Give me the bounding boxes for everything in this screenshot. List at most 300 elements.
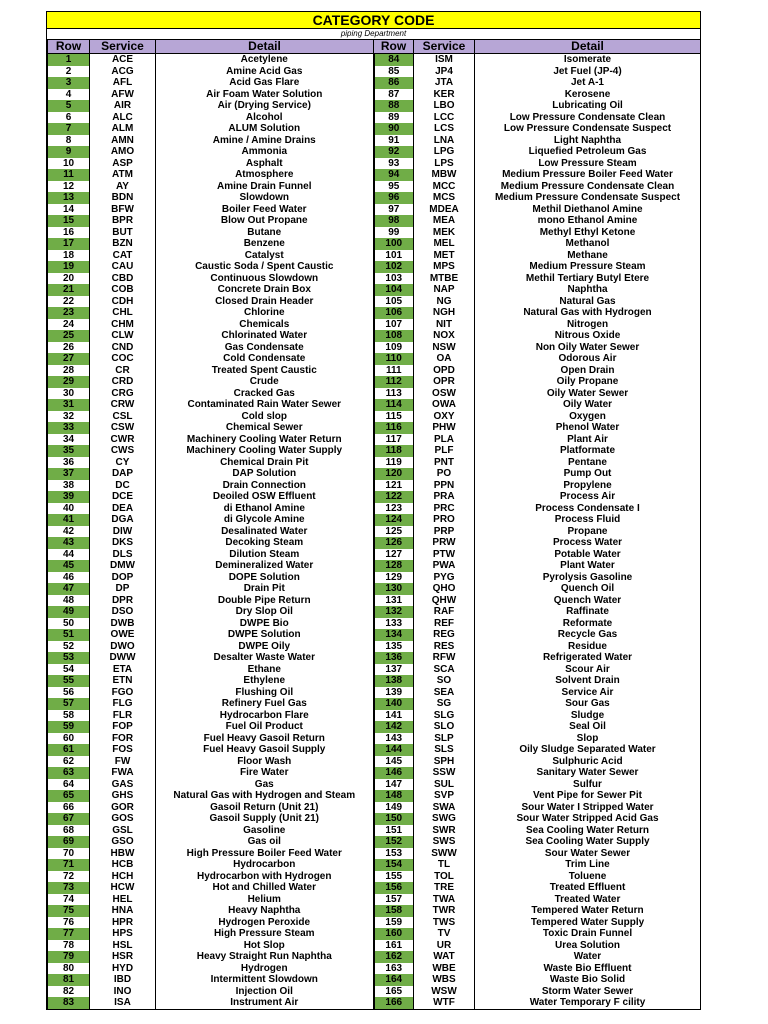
right-row-number: 136 (374, 652, 414, 664)
left-row-number: 66 (48, 802, 90, 814)
right-row-number: 110 (374, 353, 414, 365)
right-row-number: 137 (374, 664, 414, 676)
left-service-code: ACG (90, 66, 156, 78)
left-detail: Amine Acid Gas (156, 66, 374, 78)
left-detail: Slowdown (156, 192, 374, 204)
right-detail: Plant Air (475, 434, 701, 446)
left-detail: High Pressure Boiler Feed Water (156, 848, 374, 860)
left-service-code: HPS (90, 928, 156, 940)
table-row (48, 250, 701, 262)
left-row-number: 59 (48, 721, 90, 733)
right-row-number: 104 (374, 284, 414, 296)
right-service-code: SCA (414, 664, 475, 676)
left-detail: Intermittent Slowdown (156, 974, 374, 986)
left-detail: Amine Drain Funnel (156, 181, 374, 193)
right-row-number: 120 (374, 468, 414, 480)
right-row-number: 140 (374, 698, 414, 710)
table-row (48, 273, 701, 285)
right-row-number: 117 (374, 434, 414, 446)
right-row-number: 86 (374, 77, 414, 89)
table-row (48, 951, 701, 963)
table-row (48, 882, 701, 894)
left-row-number: 61 (48, 744, 90, 756)
left-detail: Desalter Waste Water (156, 652, 374, 664)
right-service-code: PRW (414, 537, 475, 549)
left-detail: Fuel Oil Product (156, 721, 374, 733)
left-service-code: FW (90, 756, 156, 768)
right-detail: Sludge (475, 710, 701, 722)
left-detail: Chemical Sewer (156, 422, 374, 434)
right-detail: Sour Water Stripped Acid Gas (475, 813, 701, 825)
right-detail: Jet A-1 (475, 77, 701, 89)
left-service-code: DEA (90, 503, 156, 515)
right-row-number: 96 (374, 192, 414, 204)
right-detail: Sour Gas (475, 698, 701, 710)
left-service-code: DAP (90, 468, 156, 480)
right-detail: Sanitary Water Sewer (475, 767, 701, 779)
right-service-code: PLF (414, 445, 475, 457)
left-service-code: OWE (90, 629, 156, 641)
right-row-number: 118 (374, 445, 414, 457)
right-service-code: KER (414, 89, 475, 101)
right-service-code: MDEA (414, 204, 475, 216)
left-row-number: 45 (48, 560, 90, 572)
right-service-code: MET (414, 250, 475, 262)
right-row-number: 166 (374, 997, 414, 1009)
right-service-code: QHO (414, 583, 475, 595)
left-row-number: 15 (48, 215, 90, 227)
right-row-number: 153 (374, 848, 414, 860)
right-row-number: 123 (374, 503, 414, 515)
right-detail: Slop (475, 733, 701, 745)
right-row-number: 99 (374, 227, 414, 239)
table-row (48, 698, 701, 710)
left-detail: Gasoil Return (Unit 21) (156, 802, 374, 814)
left-detail: Heavy Straight Run Naphtha (156, 951, 374, 963)
right-row-number: 144 (374, 744, 414, 756)
right-service-code: WBE (414, 963, 475, 975)
right-detail: Pentane (475, 457, 701, 469)
left-row-number: 8 (48, 135, 90, 147)
table-row (48, 767, 701, 779)
left-row-number: 70 (48, 848, 90, 860)
table-row (48, 227, 701, 239)
right-detail: Service Air (475, 687, 701, 699)
left-detail: Deoiled OSW Effluent (156, 491, 374, 503)
table-row (48, 790, 701, 802)
left-detail: DWPE Bio (156, 618, 374, 630)
right-detail: Pump Out (475, 468, 701, 480)
right-service-code: RES (414, 641, 475, 653)
left-service-code: ASP (90, 158, 156, 170)
right-detail: Sulfur (475, 779, 701, 791)
right-service-code: LNA (414, 135, 475, 147)
left-detail: Gas (156, 779, 374, 791)
category-table (47, 40, 701, 1009)
right-row-number: 105 (374, 296, 414, 308)
right-row-number: 85 (374, 66, 414, 78)
right-row-number: 125 (374, 526, 414, 538)
right-detail: Process Air (475, 491, 701, 503)
table-row (48, 963, 701, 975)
right-detail: Oxygen (475, 411, 701, 423)
left-row-number: 39 (48, 491, 90, 503)
right-row-number: 141 (374, 710, 414, 722)
left-service-code: COB (90, 284, 156, 296)
left-row-number: 28 (48, 365, 90, 377)
right-service-code: SLS (414, 744, 475, 756)
table-row (48, 871, 701, 883)
right-detail: Water (475, 951, 701, 963)
right-service-code: SG (414, 698, 475, 710)
table-row (48, 100, 701, 112)
left-detail: Caustic Soda / Spent Caustic (156, 261, 374, 273)
table-row (48, 641, 701, 653)
right-row-number: 160 (374, 928, 414, 940)
table-row (48, 411, 701, 423)
right-detail: Storm Water Sewer (475, 986, 701, 998)
table-row (48, 169, 701, 181)
left-detail: Decoking Steam (156, 537, 374, 549)
left-row-number: 81 (48, 974, 90, 986)
table-row (48, 583, 701, 595)
left-row-number: 79 (48, 951, 90, 963)
right-service-code: LPG (414, 146, 475, 158)
right-row-number: 116 (374, 422, 414, 434)
right-row-number: 139 (374, 687, 414, 699)
right-detail: Scour Air (475, 664, 701, 676)
left-detail: Drain Connection (156, 480, 374, 492)
left-row-number: 83 (48, 997, 90, 1009)
right-service-code: SEA (414, 687, 475, 699)
right-detail: Low Pressure Steam (475, 158, 701, 170)
table-row (48, 146, 701, 158)
left-service-code: CRW (90, 399, 156, 411)
right-row-number: 103 (374, 273, 414, 285)
right-row-number: 162 (374, 951, 414, 963)
right-detail: Jet Fuel (JP-4) (475, 66, 701, 78)
left-row-number: 50 (48, 618, 90, 630)
left-detail: Helium (156, 894, 374, 906)
right-service-code: MBW (414, 169, 475, 181)
left-service-code: CHL (90, 307, 156, 319)
right-detail: Odorous Air (475, 353, 701, 365)
left-detail: Blow Out Propane (156, 215, 374, 227)
right-service-code: SPH (414, 756, 475, 768)
right-row-number: 127 (374, 549, 414, 561)
table-row (48, 468, 701, 480)
table-row (48, 675, 701, 687)
right-service-code: UR (414, 940, 475, 952)
right-detail: Medium Pressure Condensate Suspect (475, 192, 701, 204)
header-service-left: Service (90, 40, 156, 54)
table-row (48, 997, 701, 1009)
left-detail: Demineralized Water (156, 560, 374, 572)
left-service-code: HCW (90, 882, 156, 894)
right-row-number: 161 (374, 940, 414, 952)
left-row-number: 55 (48, 675, 90, 687)
table-row (48, 296, 701, 308)
table-row (48, 89, 701, 101)
right-row-number: 129 (374, 572, 414, 584)
left-service-code: DWB (90, 618, 156, 630)
left-row-number: 72 (48, 871, 90, 883)
left-service-code: ALM (90, 123, 156, 135)
right-service-code: MPS (414, 261, 475, 273)
left-service-code: CRG (90, 388, 156, 400)
left-row-number: 62 (48, 756, 90, 768)
left-service-code: HPR (90, 917, 156, 929)
right-detail: Kerosene (475, 89, 701, 101)
right-service-code: RAF (414, 606, 475, 618)
left-row-number: 6 (48, 112, 90, 124)
left-detail: Amine / Amine Drains (156, 135, 374, 147)
right-service-code: SSW (414, 767, 475, 779)
right-row-number: 111 (374, 365, 414, 377)
table-row (48, 192, 701, 204)
left-detail: Hydrogen Peroxide (156, 917, 374, 929)
left-row-number: 71 (48, 859, 90, 871)
left-detail: Air Foam Water Solution (156, 89, 374, 101)
left-detail: DWPE Oily (156, 641, 374, 653)
right-detail: Methane (475, 250, 701, 262)
right-detail: Process Fluid (475, 514, 701, 526)
left-detail: Chemicals (156, 319, 374, 331)
right-service-code: NGH (414, 307, 475, 319)
table-row (48, 215, 701, 227)
right-service-code: NSW (414, 342, 475, 354)
right-detail: Light Naphtha (475, 135, 701, 147)
left-detail: Concrete Drain Box (156, 284, 374, 296)
table-row (48, 595, 701, 607)
table-row (48, 491, 701, 503)
left-service-code: DC (90, 480, 156, 492)
left-service-code: HCB (90, 859, 156, 871)
table-row (48, 928, 701, 940)
right-service-code: QHW (414, 595, 475, 607)
right-row-number: 112 (374, 376, 414, 388)
left-service-code: CND (90, 342, 156, 354)
left-detail: Refinery Fuel Gas (156, 698, 374, 710)
right-service-code: SWR (414, 825, 475, 837)
table-row (48, 399, 701, 411)
left-service-code: INO (90, 986, 156, 998)
right-row-number: 90 (374, 123, 414, 135)
left-detail: Gas Condensate (156, 342, 374, 354)
table-row (48, 779, 701, 791)
left-row-number: 40 (48, 503, 90, 515)
right-service-code: TRE (414, 882, 475, 894)
left-row-number: 18 (48, 250, 90, 262)
right-row-number: 126 (374, 537, 414, 549)
table-row (48, 342, 701, 354)
left-service-code: FOS (90, 744, 156, 756)
right-detail: Tempered Water Supply (475, 917, 701, 929)
left-service-code: DLS (90, 549, 156, 561)
right-row-number: 155 (374, 871, 414, 883)
left-row-number: 82 (48, 986, 90, 998)
right-row-number: 100 (374, 238, 414, 250)
right-service-code: PNT (414, 457, 475, 469)
table-row (48, 135, 701, 147)
left-row-number: 31 (48, 399, 90, 411)
right-row-number: 114 (374, 399, 414, 411)
right-detail: Low Pressure Condensate Clean (475, 112, 701, 124)
right-detail: Treated Water (475, 894, 701, 906)
table-row (48, 618, 701, 630)
category-code-sheet (46, 11, 701, 1010)
left-detail: Gas oil (156, 836, 374, 848)
left-row-number: 80 (48, 963, 90, 975)
left-service-code: ETA (90, 664, 156, 676)
left-service-code: CRD (90, 376, 156, 388)
left-row-number: 58 (48, 710, 90, 722)
left-service-code: GSO (90, 836, 156, 848)
left-detail: Chlorinated Water (156, 330, 374, 342)
left-row-number: 27 (48, 353, 90, 365)
left-row-number: 30 (48, 388, 90, 400)
right-service-code: OSW (414, 388, 475, 400)
left-service-code: GOS (90, 813, 156, 825)
right-detail: Oily Water (475, 399, 701, 411)
right-detail: Recycle Gas (475, 629, 701, 641)
left-row-number: 20 (48, 273, 90, 285)
left-service-code: CY (90, 457, 156, 469)
left-service-code: DGA (90, 514, 156, 526)
right-detail: Platformate (475, 445, 701, 457)
left-service-code: HCH (90, 871, 156, 883)
left-row-number: 51 (48, 629, 90, 641)
right-service-code: SUL (414, 779, 475, 791)
right-detail: Sulphuric Acid (475, 756, 701, 768)
right-service-code: NAP (414, 284, 475, 296)
left-service-code: GOR (90, 802, 156, 814)
left-row-number: 77 (48, 928, 90, 940)
right-detail: Medium Pressure Condensate Clean (475, 181, 701, 193)
table-row (48, 652, 701, 664)
left-service-code: ISA (90, 997, 156, 1009)
right-service-code: SVP (414, 790, 475, 802)
table-row (48, 733, 701, 745)
right-detail: Natural Gas (475, 296, 701, 308)
right-service-code: MEK (414, 227, 475, 239)
left-service-code: DPR (90, 595, 156, 607)
right-detail: Solvent Drain (475, 675, 701, 687)
left-row-number: 14 (48, 204, 90, 216)
right-detail: Waste Bio Solid (475, 974, 701, 986)
right-detail: Methanol (475, 238, 701, 250)
left-detail: Machinery Cooling Water Supply (156, 445, 374, 457)
right-row-number: 156 (374, 882, 414, 894)
left-service-code: GSL (90, 825, 156, 837)
right-row-number: 163 (374, 963, 414, 975)
right-service-code: LCC (414, 112, 475, 124)
left-detail: Dilution Steam (156, 549, 374, 561)
left-row-number: 54 (48, 664, 90, 676)
table-row (48, 319, 701, 331)
right-detail: Treated Effluent (475, 882, 701, 894)
right-detail: Liquefied Petroleum Gas (475, 146, 701, 158)
left-service-code: CDH (90, 296, 156, 308)
right-service-code: PTW (414, 549, 475, 561)
left-detail: Gasoline (156, 825, 374, 837)
right-row-number: 109 (374, 342, 414, 354)
left-service-code: DOP (90, 572, 156, 584)
right-service-code: PRO (414, 514, 475, 526)
left-detail: Boiler Feed Water (156, 204, 374, 216)
right-row-number: 108 (374, 330, 414, 342)
right-service-code: MCS (414, 192, 475, 204)
left-detail: DAP Solution (156, 468, 374, 480)
right-detail: Sour Water Sewer (475, 848, 701, 860)
right-detail: Seal Oil (475, 721, 701, 733)
right-row-number: 146 (374, 767, 414, 779)
left-detail: Continuous Slowdown (156, 273, 374, 285)
right-service-code: PO (414, 468, 475, 480)
right-detail: Methil Tertiary Butyl Etere (475, 273, 701, 285)
left-detail: ALUM Solution (156, 123, 374, 135)
right-service-code: REG (414, 629, 475, 641)
right-row-number: 95 (374, 181, 414, 193)
table-row (48, 376, 701, 388)
right-detail: Sea Cooling Water Return (475, 825, 701, 837)
table-row (48, 503, 701, 515)
right-detail: Toluene (475, 871, 701, 883)
left-service-code: AY (90, 181, 156, 193)
left-service-code: DKS (90, 537, 156, 549)
left-row-number: 38 (48, 480, 90, 492)
left-service-code: CSL (90, 411, 156, 423)
left-service-code: HBW (90, 848, 156, 860)
left-row-number: 53 (48, 652, 90, 664)
right-row-number: 135 (374, 641, 414, 653)
right-detail: Water Temporary F cility (475, 997, 701, 1009)
header-detail-right: Detail (475, 40, 701, 54)
left-detail: Heavy Naphtha (156, 905, 374, 917)
right-service-code: WBS (414, 974, 475, 986)
table-row (48, 123, 701, 135)
right-row-number: 132 (374, 606, 414, 618)
right-detail: Naphtha (475, 284, 701, 296)
right-row-number: 98 (374, 215, 414, 227)
right-row-number: 88 (374, 100, 414, 112)
right-row-number: 143 (374, 733, 414, 745)
left-service-code: CBD (90, 273, 156, 285)
left-detail: Asphalt (156, 158, 374, 170)
right-service-code: NOX (414, 330, 475, 342)
left-service-code: AFW (90, 89, 156, 101)
table-row (48, 572, 701, 584)
table-row (48, 859, 701, 871)
left-detail: di Ethanol Amine (156, 503, 374, 515)
right-service-code: TL (414, 859, 475, 871)
right-row-number: 150 (374, 813, 414, 825)
right-row-number: 119 (374, 457, 414, 469)
table-row (48, 905, 701, 917)
left-service-code: CHM (90, 319, 156, 331)
right-service-code: MEL (414, 238, 475, 250)
table-row (48, 77, 701, 89)
right-row-number: 164 (374, 974, 414, 986)
left-detail: Flushing Oil (156, 687, 374, 699)
right-row-number: 134 (374, 629, 414, 641)
table-row (48, 457, 701, 469)
table-row (48, 480, 701, 492)
table-row (48, 848, 701, 860)
left-row-number: 33 (48, 422, 90, 434)
right-row-number: 131 (374, 595, 414, 607)
right-detail: Residue (475, 641, 701, 653)
